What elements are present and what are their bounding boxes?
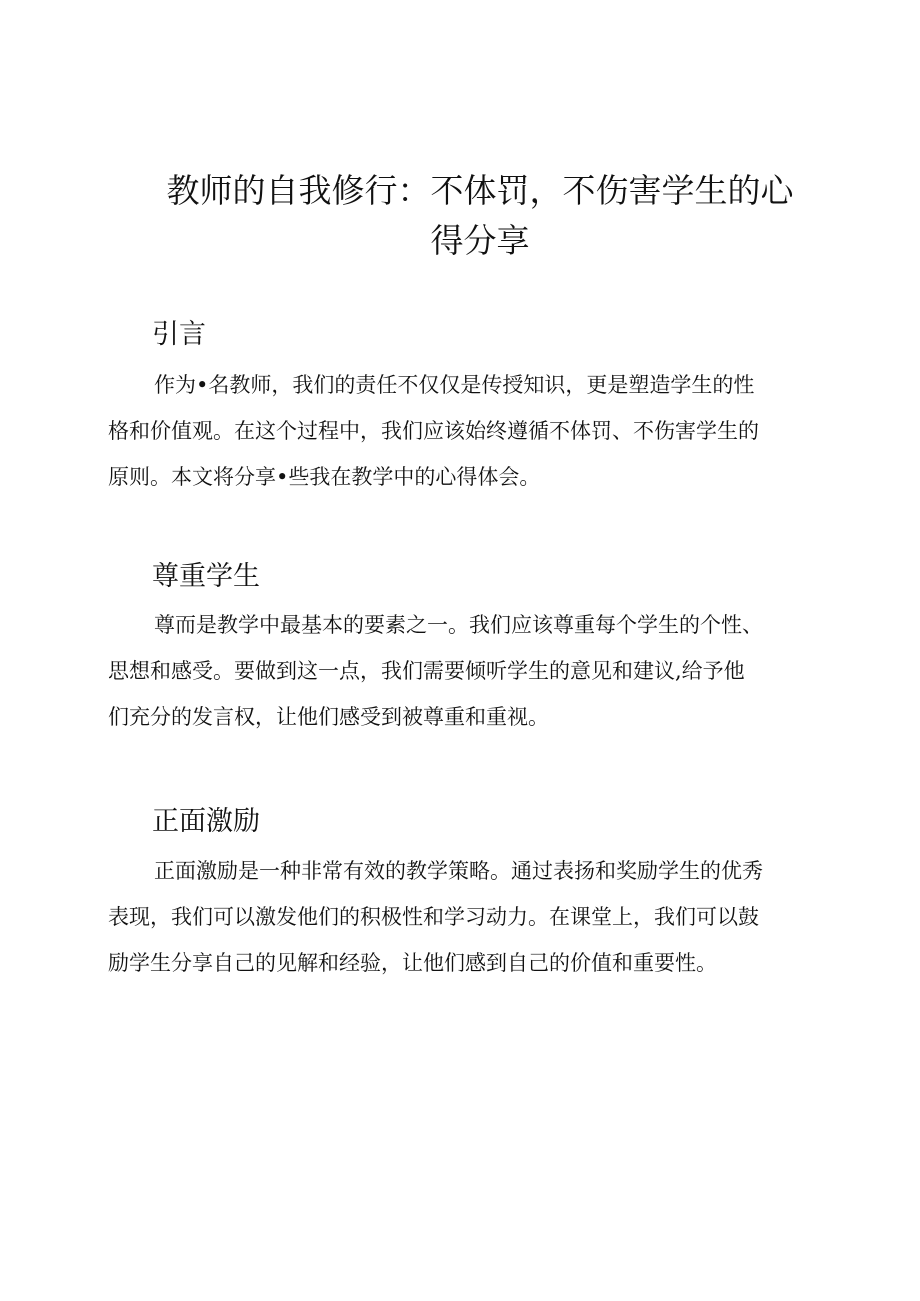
section-heading-introduction: 引言 bbox=[152, 319, 206, 350]
paragraph-line: 正面激励是一种非常有效的教学策略。通过表扬和奖励学生的优秀 bbox=[154, 859, 763, 883]
section-paragraph-respect-students bbox=[108, 602, 828, 740]
paragraph-line: 励学生分享自己的见解和经验，让他们感到自己的价值和重要性。 bbox=[108, 951, 717, 975]
title-line: 教师的自我修行：不体罚，不伤害学生的心 bbox=[166, 171, 794, 210]
section-paragraph-introduction bbox=[108, 362, 828, 500]
paragraph-line: 表现，我们可以激发他们的积极性和学习动力。在课堂上，我们可以鼓 bbox=[108, 905, 759, 929]
section-paragraph-positive-motivation bbox=[108, 848, 828, 986]
title-line: 得分享 bbox=[430, 221, 530, 260]
paragraph-line: 格和价值观。在这个过程中，我们应该始终遵循不体罚、不伤害学生的 bbox=[108, 419, 759, 443]
paragraph-line: 原则。本文将分享•些我在教学中的心得体会。 bbox=[108, 465, 541, 489]
paragraph-line: 作为•名教师，我们的责任不仅仅是传授知识，更是塑造学生的性 bbox=[154, 373, 755, 397]
paragraph-line: 尊而是教学中最基本的要素之一。我们应该尊重每个学生的个性、 bbox=[154, 613, 763, 637]
section-heading-positive-motivation: 正面激励 bbox=[152, 806, 260, 837]
paragraph-line: 思想和感受。要做到这一点，我们需要倾听学生的意见和建议,给予他 bbox=[108, 659, 745, 683]
paragraph-line: 们充分的发言权，让他们感受到被尊重和重视。 bbox=[108, 705, 549, 729]
document-title bbox=[150, 166, 810, 266]
section-heading-respect-students: 尊重学生 bbox=[152, 561, 260, 592]
